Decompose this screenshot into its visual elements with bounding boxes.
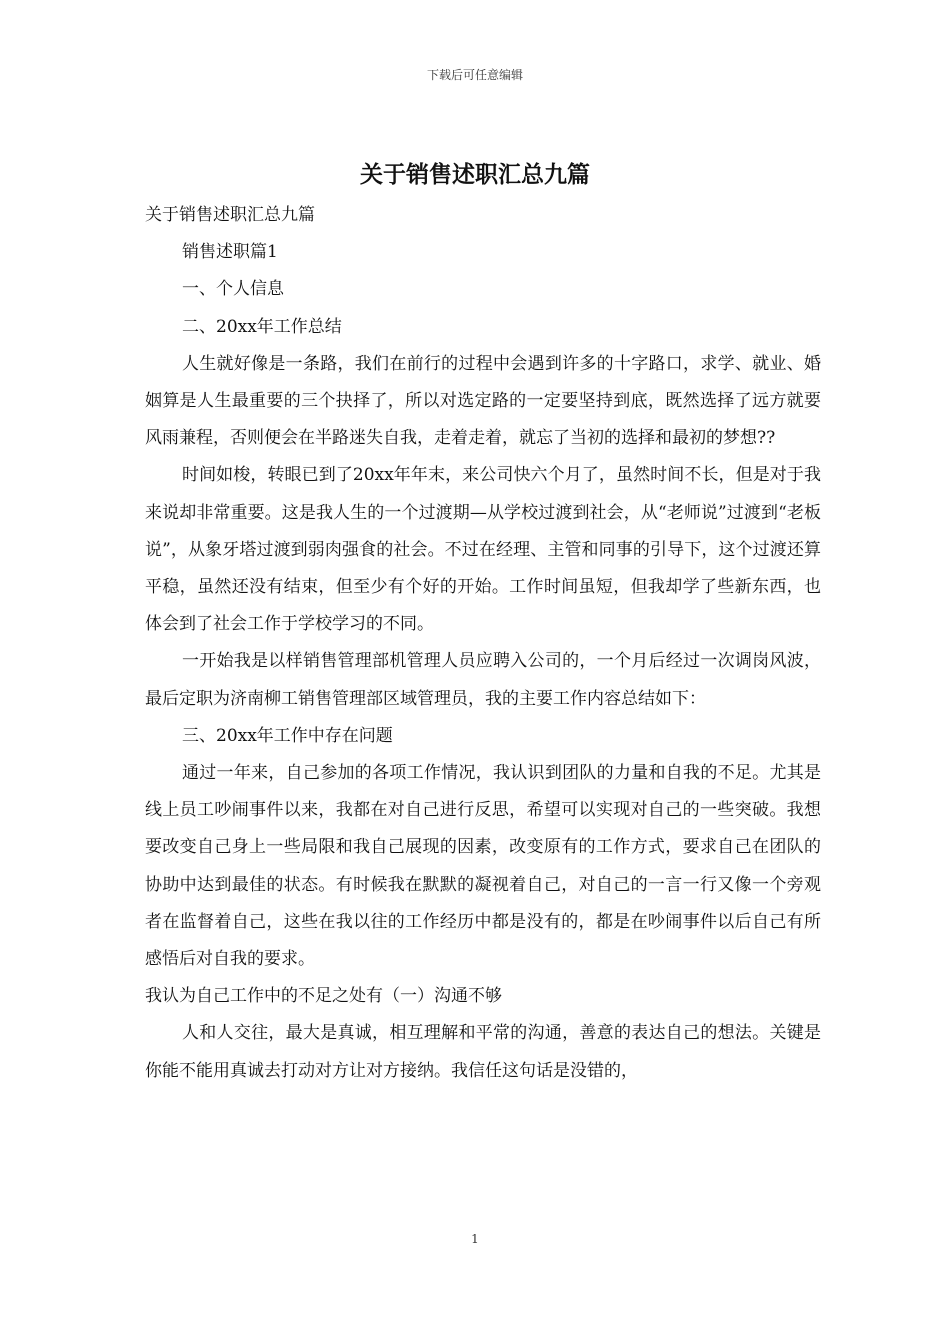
body-paragraph: 我认为自己工作中的不足之处有（一）沟通不够 (145, 986, 502, 1007)
subtitle-line: 关于销售述职汇总九篇 (145, 205, 315, 225)
page-header-note: 下载后可任意编辑 (426, 68, 523, 82)
section-heading: 三、20xx年工作中存在问题 (182, 725, 393, 746)
body-paragraph: 时间如梭，转眼已到了20xx年年末，来公司快六个月了，虽然时间不长，但是对于我来说却非常重要。这是我人生的一个过渡期—从学校过渡到社会，从“老师说”过渡到“老板说”，从象牙塔过渡到弱肉强食的社会。不过在经理、主管和同事的引导下，这个过渡还算平稳，虽然还没有结束，但至少有个好的开始。工作时间虽短，但我却学了些新东西，也体会到了社会工作于学校学习的不同。 (145, 465, 821, 635)
body-paragraph: 人和人交往，最大是真诚，相互理解和平常的沟通，善意的表达自己的想法。关键是你能不能用真诚去打动对方让对方接纳。我信任这句话是没错的， (145, 1023, 821, 1081)
section-heading: 销售述职篇1 (182, 242, 278, 263)
section-heading: 二、20xx年工作总结 (182, 316, 342, 337)
body-paragraph: 一开始我是以样销售管理部机管理人员应聘入公司的，一个月后经过一次调岗风波，最后定职为济南柳工销售管理部区域管理员，我的主要工作内容总结如下： (145, 651, 821, 709)
section-heading: 一、个人信息 (182, 279, 284, 300)
page-number: 1 (471, 1232, 479, 1246)
document-body (145, 197, 821, 1090)
body-paragraph: 人生就好像是一条路，我们在前行的过程中会遇到许多的十字路口，求学、就业、婚姻算是人生最重要的三个抉择了，所以对选定路的一定要坚持到底，既然选择了远方就要风雨兼程，否则便会在半路迷失自我，走着走着，就忘了当初的选择和最初的梦想?? (145, 353, 821, 449)
body-paragraph: 通过一年来，自己参加的各项工作情况，我认识到团队的力量和自我的不足。尤其是线上员工吵闹事件以来，我都在对自己进行反思，希望可以实现对自己的一些突破。我想要改变自己身上一些局限和我自己展现的因素，改变原有的工作方式，要求自己在团队的协助中达到最佳的状态。有时候我在默默的凝视着自己，对自己的一言一行又像一个旁观者在监督着自己，这些在我以往的工作经历中都是没有的，都是在吵闹事件以后自己有所感悟后对自我的要求。 (145, 763, 821, 970)
document-title: 关于销售述职汇总九篇 (360, 161, 590, 188)
